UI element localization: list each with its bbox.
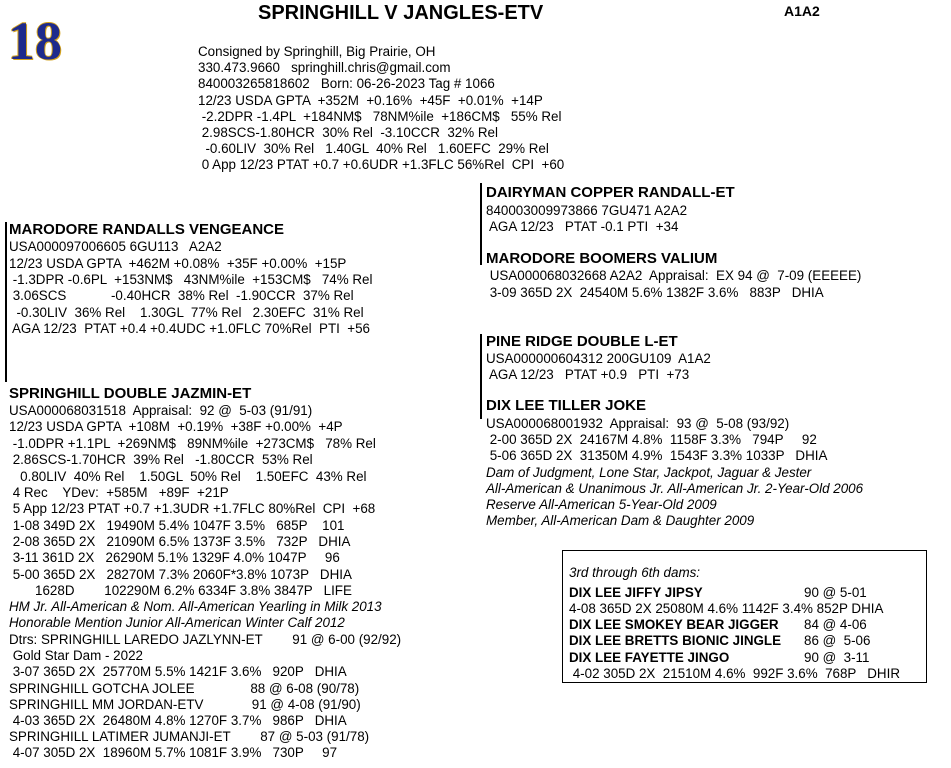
pedigree-bracket xyxy=(480,183,482,265)
sire-line: 3.06SCS -0.40HCR 38% Rel -1.90CCR 37% Rel xyxy=(9,288,354,303)
dam-4-score: 84 @ 4-06 xyxy=(804,617,867,632)
dam-line: USA000068031518 Appraisal: 92 @ 5-03 (91/91) xyxy=(9,403,313,418)
dam-dam-name: DIX LEE TILLER JOKE xyxy=(486,397,647,414)
lot-number: 18 xyxy=(8,11,62,71)
dam-6-score: 90 @ 3-11 xyxy=(804,650,870,665)
dam-dam-line: 5-06 365D 2X 31350M 4.9% 1543F 3.3% 1033P DHIA xyxy=(486,448,828,463)
dam-dam-award: Dam of Judgment, Lone Star, Jackpot, Jaguar & Jester xyxy=(486,465,812,480)
genomic-line: 2.98SCS-1.80HCR 30% Rel -3.10CCR 32% Rel xyxy=(198,125,498,140)
dam-3-name: DIX LEE JIFFY JIPSY xyxy=(569,585,703,600)
animal-title: SPRINGHILL V JANGLES-ETV xyxy=(258,2,544,24)
consignor-line: Consigned by Springhill, Big Prairie, OH xyxy=(198,44,436,59)
contact-line: 330.473.9660 springhill.chris@gmail.com xyxy=(198,60,451,75)
dam-record: 3-11 361D 2X 26290M 5.1% 1329F 4.0% 1047P 96 xyxy=(9,550,340,565)
dam-sire-line: AGA 12/23 PTAT +0.9 PTI +73 xyxy=(486,367,690,382)
genomic-line: -2.2DPR -1.4PL +184NM$ 78NM%ile +186CM$ 55% Rel xyxy=(198,109,562,124)
progeny-line: 4-07 305D 2X 18960M 5.7% 1081F 3.9% 730P 97 xyxy=(9,745,338,760)
dam-6-record: 4-02 305D 2X 21510M 4.6% 992F 3.6% 768P DHIR xyxy=(569,666,900,681)
progeny-line: Gold Star Dam - 2022 xyxy=(9,648,143,663)
dam-dam-line: 2-00 365D 2X 24167M 4.8% 1158F 3.3% 794P 92 xyxy=(486,432,817,447)
dam-line: -1.0DPR +1.1PL +269NM$ 89NM%ile +273CM$ 78% Rel xyxy=(9,436,376,451)
dam-record: 1-08 349D 2X 19490M 5.4% 1047F 3.5% 685P 101 xyxy=(9,518,345,533)
dam-name: SPRINGHILL DOUBLE JAZMIN-ET xyxy=(9,385,252,402)
dam-4-name: DIX LEE SMOKEY BEAR JIGGER xyxy=(569,617,779,632)
dam-award: HM Jr. All-American & Nom. All-American Yearling in Milk 2013 xyxy=(9,599,382,614)
sire-dam-name: MARODORE BOOMERS VALIUM xyxy=(486,250,718,267)
sire-line: USA000097006605 6GU113 A2A2 xyxy=(9,239,222,254)
sire-sire-line: AGA 12/23 PTAT -0.1 PTI +34 xyxy=(486,219,679,234)
dam-3-record: 4-08 365D 2X 25080M 4.6% 1142F 3.4% 852P DHIA xyxy=(569,601,884,616)
sire-dam-line: USA000068032668 A2A2 Appraisal: EX 94 @ 7-09 (EEEEE) xyxy=(486,268,862,283)
dam-6-name: DIX LEE FAYETTE JINGO xyxy=(569,650,730,665)
dam-3-score: 90 @ 5-01 xyxy=(804,585,867,600)
genotype-badge: A1A2 xyxy=(784,3,820,19)
dam-5-name: DIX LEE BRETTS BIONIC JINGLE xyxy=(569,633,782,648)
progeny-line: SPRINGHILL GOTCHA JOLEE 88 @ 6-08 (90/78) xyxy=(9,681,360,696)
dam-award: Honorable Mention Junior All-American Winter Calf 2012 xyxy=(9,615,345,630)
progeny-line: 3-07 365D 2X 25770M 5.5% 1421F 3.6% 920P DHIA xyxy=(9,664,347,679)
dam-record: 5-00 365D 2X 28270M 7.3% 2060F*3.8% 1073P DHIA xyxy=(9,567,352,582)
sire-line: -0.30LIV 36% Rel 1.30GL 77% Rel 2.30EFC 31% Rel xyxy=(9,305,364,320)
dam-line: 12/23 USDA GPTA +108M +0.19% +38F +0.00% +4P xyxy=(9,419,343,434)
dam-dam-line: USA000068001932 Appraisal: 93 @ 5-08 (93/92) xyxy=(486,416,790,431)
id-line: 840003265818602 Born: 06-26-2023 Tag # 1066 xyxy=(198,76,495,91)
pedigree-bracket xyxy=(5,222,7,382)
dam-line: 5 App 12/23 PTAT +0.7 +1.3UDR +1.7FLC 80%Rel CPI +68 xyxy=(9,501,376,516)
dam-dam-award: Reserve All-American 5-Year-Old 2009 xyxy=(486,497,717,512)
genomic-line: -0.60LIV 30% Rel 1.40GL 40% Rel 1.60EFC 29% Rel xyxy=(198,141,549,156)
dam-sire-line: USA000000604312 200GU109 A1A2 xyxy=(486,351,711,366)
sire-sire-name: DAIRYMAN COPPER RANDALL-ET xyxy=(486,184,735,201)
dam-line: 0.80LIV 40% Rel 1.50GL 50% Rel 1.50EFC 43% Rel xyxy=(9,469,367,484)
progeny-line: SPRINGHILL MM JORDAN-ETV 91 @ 4-08 (91/90) xyxy=(9,697,361,712)
progeny-line: Dtrs: SPRINGHILL LAREDO JAZLYNN-ET 91 @ 6-00 (92/92) xyxy=(9,632,402,647)
dam-record: 2-08 365D 2X 21090M 6.5% 1373F 3.5% 732P DHIA xyxy=(9,534,351,549)
sire-sire-line: 840003009973866 7GU471 A2A2 xyxy=(486,203,688,218)
box-heading: 3rd through 6th dams: xyxy=(569,565,701,580)
dam-line: 2.86SCS-1.70HCR 39% Rel -1.80CCR 53% Rel xyxy=(9,452,313,467)
genomic-line: 12/23 USDA GPTA +352M +0.16% +45F +0.01% +14P xyxy=(198,93,543,108)
sire-line: AGA 12/23 PTAT +0.4 +0.4UDC +1.0FLC 70%Rel PTI +56 xyxy=(9,321,370,336)
progeny-line: 4-03 365D 2X 26480M 4.8% 1270F 3.7% 986P DHIA xyxy=(9,713,347,728)
dam-sire-name: PINE RIDGE DOUBLE L-ET xyxy=(486,333,678,350)
dam-dam-award: All-American & Unanimous Jr. All-American Jr. 2-Year-Old 2006 xyxy=(486,481,864,496)
progeny-line: SPRINGHILL LATIMER JUMANJI-ET 87 @ 5-03 (91/78) xyxy=(9,729,370,744)
sire-name: MARODORE RANDALLS VENGEANCE xyxy=(9,221,285,238)
dam-5-score: 86 @ 5-06 xyxy=(804,633,871,648)
pedigree-bracket xyxy=(480,334,482,419)
dam-line: 4 Rec YDev: +585M +89F +21P xyxy=(9,485,229,500)
genomic-line: 0 App 12/23 PTAT +0.7 +0.6UDR +1.3FLC 56%Rel CPI +60 xyxy=(198,157,565,172)
sire-dam-line: 3-09 365D 2X 24540M 5.6% 1382F 3.6% 883P DHIA xyxy=(486,285,824,300)
dam-record: 1628D 102290M 6.2% 6334F 3.8% 3847P LIFE xyxy=(9,583,352,598)
sire-line: -1.3DPR -0.6PL +153NM$ 43NM%ile +153CM$ 74% Rel xyxy=(9,272,373,287)
dam-dam-award: Member, All-American Dam & Daughter 2009 xyxy=(486,513,755,528)
sire-line: 12/23 USDA GPTA +462M +0.08% +35F +0.00% +15P xyxy=(9,256,347,271)
